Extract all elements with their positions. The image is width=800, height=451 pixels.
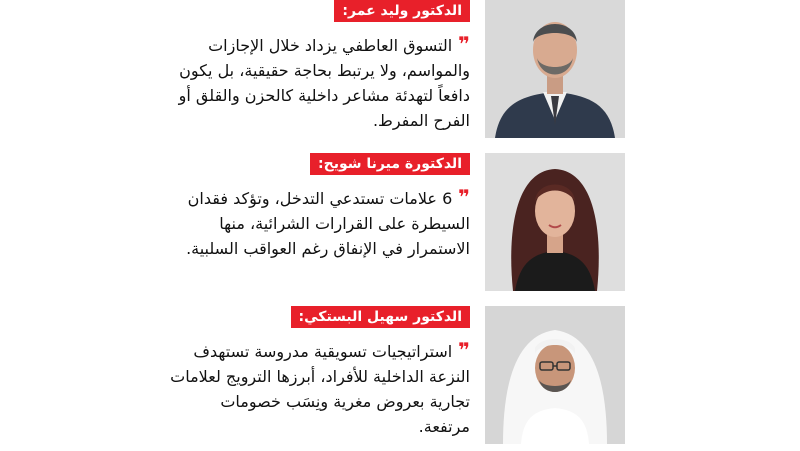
speaker-name-tag: الدكتور وليد عمر: <box>334 0 470 22</box>
quote-mark-icon: ❞ <box>458 185 470 209</box>
portrait-man-ghutra <box>485 306 625 444</box>
quote-text: التسوق العاطفي يزداد خلال الإجازات والمواسم، ولا يرتبط بحاجة حقيقية، بل يكون دافعاً لتهدئة مشاعر داخلية كالحزن والقلق أو الفرح المفرط. <box>178 36 470 130</box>
speaker-quote <box>170 32 470 133</box>
quote-mark-icon: ❞ <box>458 338 470 362</box>
quote-text: 6 علامات تستدعي التدخل، وتؤكد فقدان السيطرة على القرارات الشرائية، منها الاستمرار في الإنفاق رغم العواقب السلبية. <box>186 189 470 258</box>
quote-text: استراتيجيات تسويقية مدروسة تستهدف النزعة الداخلية للأفراد، أبرزها الترويج لعلامات تجارية بعروض مغرية ونِسَب خصومات مرتفعة. <box>170 342 470 436</box>
entry-walid-omar <box>0 0 800 145</box>
speaker-name-tag: الدكتور سهيل البستكي: <box>291 306 470 328</box>
quote-mark-icon: ❞ <box>458 32 470 56</box>
speaker-quote <box>170 338 470 439</box>
portrait-photo <box>485 0 625 138</box>
entry-suhail-bastaki <box>0 306 800 451</box>
speaker-name-tag: الدكتورة ميرنا شويح: <box>310 153 470 175</box>
portrait-man-suit <box>485 0 625 138</box>
portrait-photo <box>485 153 625 291</box>
speaker-quote <box>170 185 470 261</box>
portrait-woman <box>485 153 625 291</box>
portrait-photo <box>485 306 625 444</box>
entry-mirna-shwayh <box>0 153 800 298</box>
